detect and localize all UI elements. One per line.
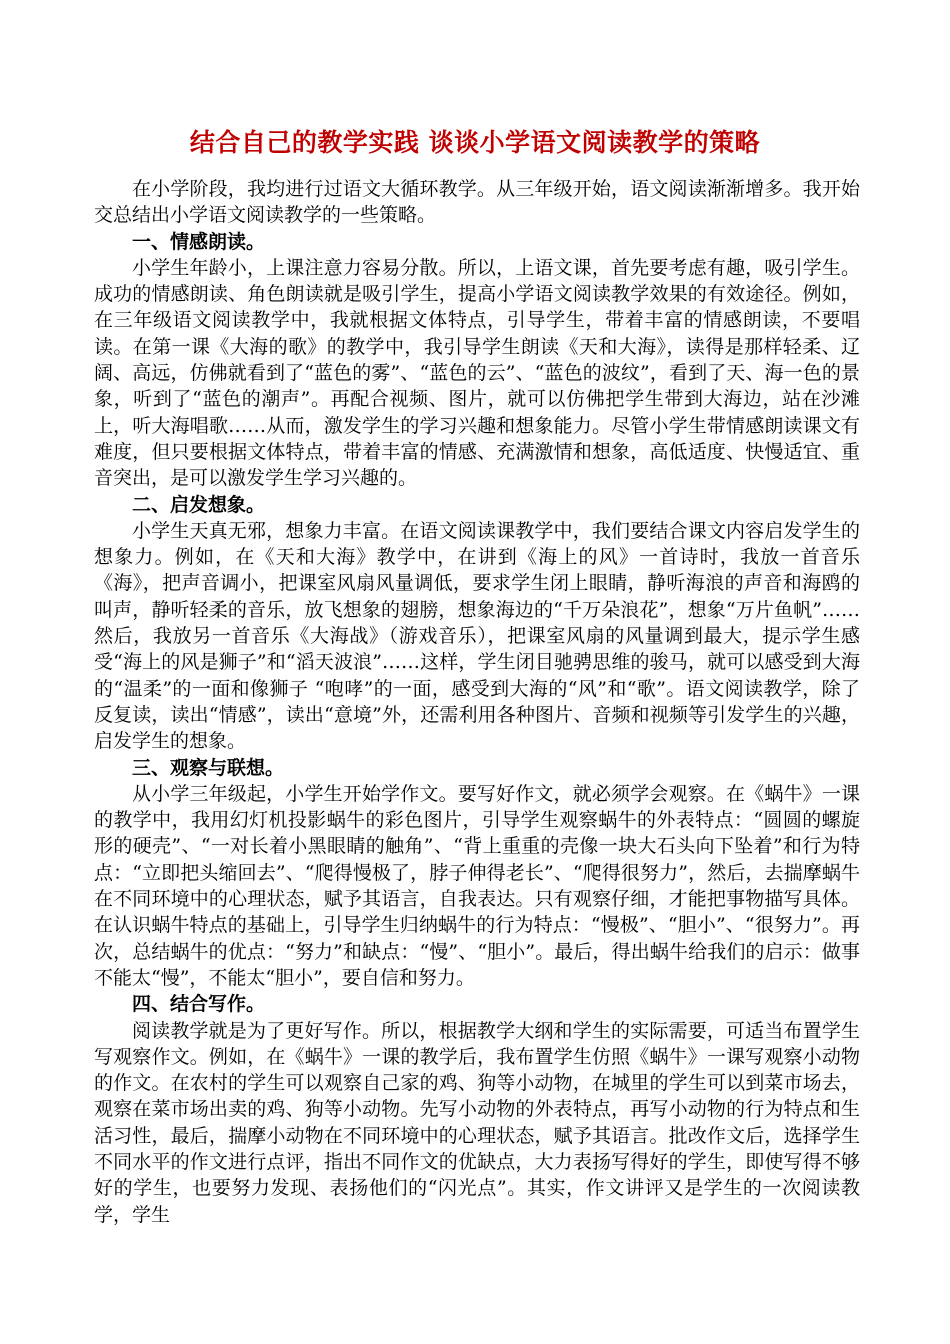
section-paragraph: 阅读教学就是为了更好写作。所以，根据教学大纲和学生的实际需要，可适当布置学生写观察作文。例如，在《蜗牛》一课的教学后，我布置学生仿照《蜗牛》一课写观察小动物的作文。在农村的学生可以观察自己家的鸡、狗等小动物，在城里的学生可以到菜市场去，观察在菜市场出卖的鸡、狗等小动物。先写小动物的外表特点，再写小动物的行为特点和生活习性，最后，揣摩小动物在不同环境中的心理状态，赋予其语言。批改作文后，选择学生不同水平的作文进行点评，指出不同作文的优缺点，大力表扬写得好的学生，即使写得不够好的学生，也要努力发现、表扬他们的“闪光点”。其实，作文讲评又是学生的一次阅读教学，学生 — [94, 1019, 860, 1226]
document-title: 结合自己的教学实践 谈谈小学语文阅读教学的策略 — [189, 127, 761, 157]
section-heading: 一、情感朗读。 — [132, 230, 266, 253]
section-heading: 三、观察与联想。 — [132, 756, 285, 779]
section-paragraph: 小学生年龄小，上课注意力容易分散。所以，上语文课，首先要考虑有趣，吸引学生。成功的情感朗读、角色朗读就是吸引学生，提高小学语文阅读教学效果的有效途径。例如，在三年级语文阅读教学中，我就根据文体特点，引导学生，带着丰富的情感朗读，不要唱读。在第一课《大海的歌》的教学中，我引导学生朗读《天和大海》，读得是那样轻柔、辽阔、高远，仿佛就看到了“蓝色的雾”、“蓝色的云”、“蓝色的波纹”，看到了天、海一色的景象，听到了“蓝色的潮声”。再配合视频、图片，就可以仿佛把学生带到大海边，站在沙滩上，听大海唱歌……从而，激发学生的学习兴趣和想象能力。尽管小学生带情感朗读课文有难度，但只要根据文体特点，带着丰富的情感、充满激情和想象，高低适度、快慢适宜、重音突出，是可以激发学生学习兴趣的。 — [94, 256, 860, 490]
section-heading: 二、启发想象。 — [132, 493, 266, 516]
section-paragraph: 从小学三年级起，小学生开始学作文。要写好作文，就必须学会观察。在《蜗牛》一课的教学中，我用幻灯机投影蜗牛的彩色图片，引导学生观察蜗牛的外表特点：“圆圆的螺旋形的硬壳”、“一对长着小黑眼睛的触角”、“背上重重的壳像一块大石头向下坠着”和行为特点：“立即把头缩回去”、“爬得慢极了，脖子伸得老长”、“爬得很努力”，然后，去揣摩蜗牛在不同环境中的心理状态，赋予其语言，自我表达。只有观察仔细，才能把事物描写具体。在认识蜗牛特点的基础上，引导学生归纳蜗牛的行为特点：“慢极”、“胆小”、“很努力”。再次，总结蜗牛的优点：“努力”和缺点：“慢”、“胆小”。最后，得出蜗牛给我们的启示：做事不能太“慢”，不能太“胆小”，要自信和努力。 — [94, 782, 860, 989]
document-body — [94, 176, 860, 1228]
section-paragraph: 小学生天真无邪，想象力丰富。在语文阅读课教学中，我们要结合课文内容启发学生的想象力。例如，在《天和大海》教学中，在讲到《海上的风》一首诗时，我放一首音乐《海》，把声音调小，把课室风扇风量调低，要求学生闭上眼睛，静听海浪的声音和海鸥的叫声，静听轻柔的音乐，放飞想象的翅膀，想象海边的“千万朵浪花”，想象“万片鱼帆”……然后，我放另一首音乐《大海战》（游戏音乐），把课室风扇的风量调到最大，提示学生感受“海上的风是狮子”和“滔天波浪”……这样，学生闭目驰骋思维的骏马，就可以感受到大海的“温柔”的一面和像狮子 “咆哮”的一面，感受到大海的“风”和“歌”。语文阅读教学，除了反复读，读出“情感”，读出“意境”外，还需利用各种图片、音频和视频等引发学生的兴趣，启发学生的想象。 — [94, 519, 860, 753]
intro-paragraph: 在小学阶段，我均进行过语文大循环教学。从三年级开始，语文阅读渐渐增多。我开始交总结出小学语文阅读教学的一些策略。 — [94, 178, 860, 227]
section-heading: 四、结合写作。 — [132, 993, 266, 1016]
